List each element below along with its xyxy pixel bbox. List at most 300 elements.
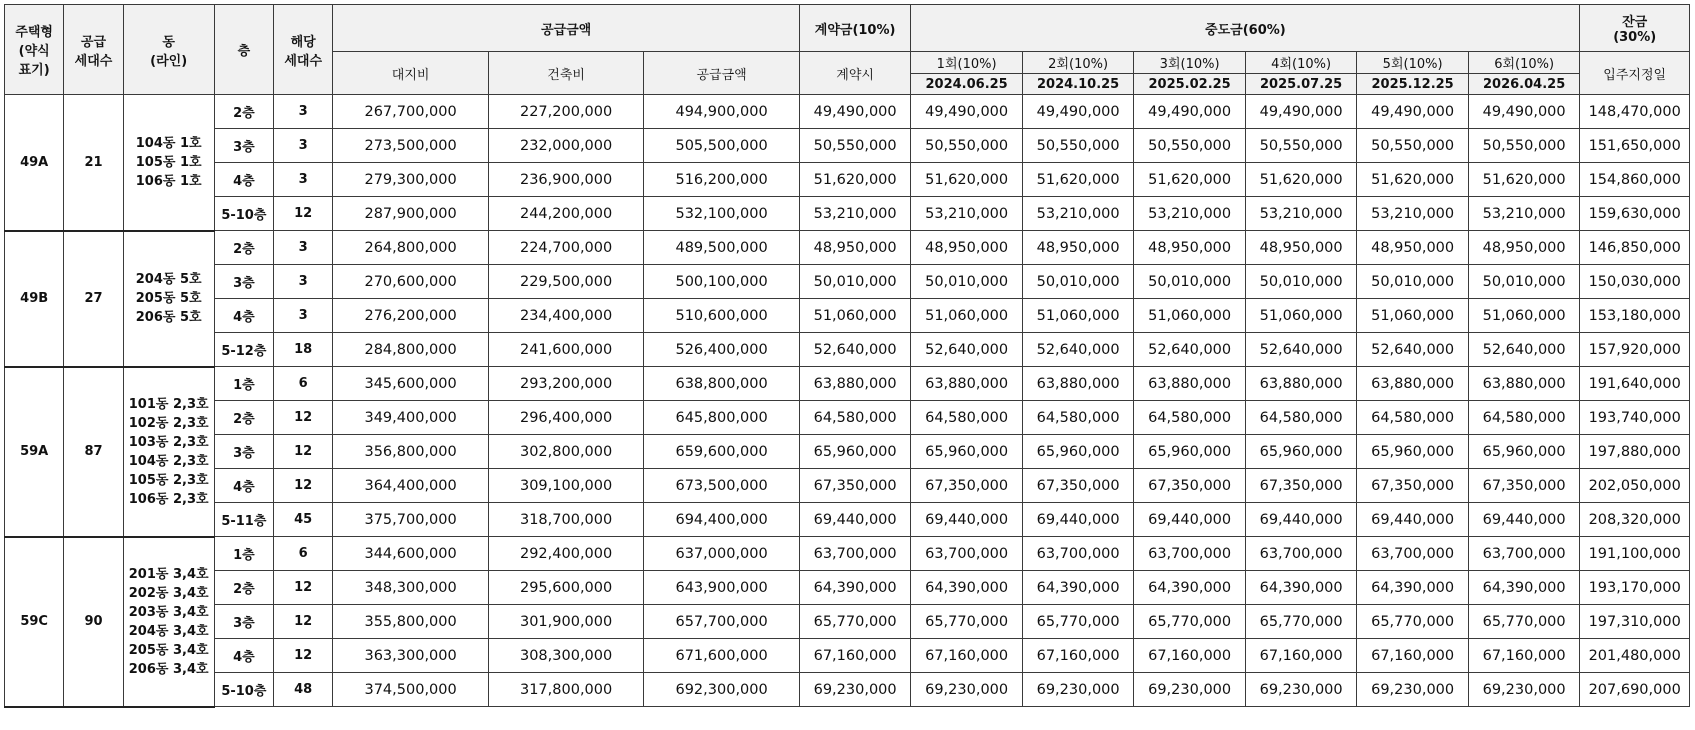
cell-interim-1: 69,440,000 bbox=[911, 503, 1023, 537]
cell-interim-1: 53,210,000 bbox=[911, 197, 1023, 231]
cell-interim-4: 49,490,000 bbox=[1245, 95, 1357, 129]
cell-land: 355,800,000 bbox=[333, 605, 489, 639]
cell-interim-2: 53,210,000 bbox=[1022, 197, 1134, 231]
cell-deposit: 53,210,000 bbox=[799, 197, 911, 231]
cell-interim-3: 52,640,000 bbox=[1134, 333, 1246, 367]
cell-building: 232,000,000 bbox=[488, 129, 644, 163]
cell-interim-3: 53,210,000 bbox=[1134, 197, 1246, 231]
cell-balance: 208,320,000 bbox=[1580, 503, 1690, 537]
cell-interim-1: 69,230,000 bbox=[911, 673, 1023, 707]
dong-line: 203동 3,4호 bbox=[128, 604, 209, 620]
dong-line: 104동 1호 bbox=[135, 135, 202, 151]
cell-interim-3: 69,230,000 bbox=[1134, 673, 1246, 707]
table-row bbox=[5, 367, 1690, 401]
cell-deposit: 64,390,000 bbox=[799, 571, 911, 605]
cell-interim-2: 48,950,000 bbox=[1022, 231, 1134, 265]
cell-interim-4: 52,640,000 bbox=[1245, 333, 1357, 367]
cell-interim-4: 67,350,000 bbox=[1245, 469, 1357, 503]
cell-total: 494,900,000 bbox=[644, 95, 800, 129]
cell-type: 49B bbox=[5, 231, 64, 367]
cell-interim-2: 64,390,000 bbox=[1022, 571, 1134, 605]
cell-dong-lines bbox=[123, 231, 214, 367]
header-land: 대지비 bbox=[333, 52, 489, 95]
cell-deposit: 69,230,000 bbox=[799, 673, 911, 707]
cell-land: 364,400,000 bbox=[333, 469, 489, 503]
cell-interim-3: 51,620,000 bbox=[1134, 163, 1246, 197]
cell-interim-1: 64,390,000 bbox=[911, 571, 1023, 605]
cell-interim-3: 49,490,000 bbox=[1134, 95, 1246, 129]
cell-building: 227,200,000 bbox=[488, 95, 644, 129]
cell-interim-6: 52,640,000 bbox=[1468, 333, 1580, 367]
cell-units: 6 bbox=[274, 537, 333, 571]
cell-interim-5: 65,770,000 bbox=[1357, 605, 1469, 639]
dong-line: 101동 2,3호 bbox=[128, 396, 209, 412]
cell-deposit: 51,620,000 bbox=[799, 163, 911, 197]
cell-land: 348,300,000 bbox=[333, 571, 489, 605]
table-row bbox=[5, 503, 1690, 537]
cell-balance: 150,030,000 bbox=[1580, 265, 1690, 299]
dong-line: 206동 3,4호 bbox=[128, 661, 209, 677]
cell-balance: 151,650,000 bbox=[1580, 129, 1690, 163]
cell-interim-1: 50,550,000 bbox=[911, 129, 1023, 163]
cell-land: 273,500,000 bbox=[333, 129, 489, 163]
cell-units: 6 bbox=[274, 367, 333, 401]
dong-line: 206동 5호 bbox=[135, 310, 202, 325]
cell-floor: 5-10층 bbox=[214, 197, 273, 231]
cell-interim-6: 64,390,000 bbox=[1468, 571, 1580, 605]
header-deposit: 계약금(10%) bbox=[799, 5, 911, 52]
cell-interim-1: 50,010,000 bbox=[911, 265, 1023, 299]
header-interim-round-2: 2회(10%) bbox=[1022, 52, 1134, 74]
cell-interim-6: 65,770,000 bbox=[1468, 605, 1580, 639]
cell-floor: 3층 bbox=[214, 129, 273, 163]
cell-balance: 191,640,000 bbox=[1580, 367, 1690, 401]
dong-line: 204동 3,4호 bbox=[128, 623, 209, 639]
cell-land: 284,800,000 bbox=[333, 333, 489, 367]
cell-balance: 157,920,000 bbox=[1580, 333, 1690, 367]
cell-interim-3: 48,950,000 bbox=[1134, 231, 1246, 265]
cell-floor: 1층 bbox=[214, 367, 273, 401]
cell-interim-3: 50,550,000 bbox=[1134, 129, 1246, 163]
header-type-line: 표기) bbox=[18, 63, 50, 78]
cell-deposit: 51,060,000 bbox=[799, 299, 911, 333]
cell-deposit: 64,580,000 bbox=[799, 401, 911, 435]
cell-floor: 4층 bbox=[214, 299, 273, 333]
header-supply-line: 세대수 bbox=[74, 53, 113, 69]
cell-interim-6: 49,490,000 bbox=[1468, 95, 1580, 129]
cell-interim-2: 65,960,000 bbox=[1022, 435, 1134, 469]
cell-deposit: 48,950,000 bbox=[799, 231, 911, 265]
dong-line: 202동 3,4호 bbox=[128, 585, 209, 601]
header-type-line: (약식 bbox=[18, 44, 50, 59]
cell-balance: 154,860,000 bbox=[1580, 163, 1690, 197]
header-interim-round-5: 5회(10%) bbox=[1357, 52, 1469, 74]
cell-interim-3: 67,350,000 bbox=[1134, 469, 1246, 503]
cell-interim-2: 52,640,000 bbox=[1022, 333, 1134, 367]
header-deposit-sub: 계약시 bbox=[799, 52, 911, 95]
cell-interim-6: 63,880,000 bbox=[1468, 367, 1580, 401]
cell-building: 241,600,000 bbox=[488, 333, 644, 367]
table-row bbox=[5, 265, 1690, 299]
cell-interim-4: 65,960,000 bbox=[1245, 435, 1357, 469]
cell-interim-5: 63,880,000 bbox=[1357, 367, 1469, 401]
cell-total: 638,800,000 bbox=[644, 367, 800, 401]
cell-interim-6: 69,440,000 bbox=[1468, 503, 1580, 537]
header-dong-line: 동 bbox=[162, 34, 175, 50]
table-row bbox=[5, 673, 1690, 707]
cell-interim-2: 51,620,000 bbox=[1022, 163, 1134, 197]
cell-interim-4: 69,230,000 bbox=[1245, 673, 1357, 707]
cell-balance: 193,170,000 bbox=[1580, 571, 1690, 605]
cell-deposit: 63,700,000 bbox=[799, 537, 911, 571]
cell-interim-1: 64,580,000 bbox=[911, 401, 1023, 435]
header-type-line: 주택형 bbox=[15, 25, 53, 40]
cell-interim-2: 67,350,000 bbox=[1022, 469, 1134, 503]
cell-balance: 202,050,000 bbox=[1580, 469, 1690, 503]
cell-building: 229,500,000 bbox=[488, 265, 644, 299]
cell-interim-5: 69,440,000 bbox=[1357, 503, 1469, 537]
cell-land: 287,900,000 bbox=[333, 197, 489, 231]
cell-type: 59C bbox=[5, 537, 64, 707]
cell-total: 659,600,000 bbox=[644, 435, 800, 469]
table-row bbox=[5, 333, 1690, 367]
cell-floor: 3층 bbox=[214, 435, 273, 469]
cell-interim-2: 63,700,000 bbox=[1022, 537, 1134, 571]
cell-total: 692,300,000 bbox=[644, 673, 800, 707]
cell-total: 532,100,000 bbox=[644, 197, 800, 231]
cell-balance: 146,850,000 bbox=[1580, 231, 1690, 265]
cell-interim-4: 65,770,000 bbox=[1245, 605, 1357, 639]
header-interim-date-6: 2026.04.25 bbox=[1468, 74, 1580, 95]
cell-units: 3 bbox=[274, 265, 333, 299]
cell-interim-3: 69,440,000 bbox=[1134, 503, 1246, 537]
dong-line: 103동 2,3호 bbox=[128, 434, 209, 450]
cell-interim-3: 67,160,000 bbox=[1134, 639, 1246, 673]
cell-balance: 159,630,000 bbox=[1580, 197, 1690, 231]
cell-interim-1: 67,350,000 bbox=[911, 469, 1023, 503]
table-row bbox=[5, 163, 1690, 197]
cell-dong-lines bbox=[123, 95, 214, 231]
cell-building: 292,400,000 bbox=[488, 537, 644, 571]
cell-land: 344,600,000 bbox=[333, 537, 489, 571]
cell-interim-3: 64,580,000 bbox=[1134, 401, 1246, 435]
cell-dong-lines bbox=[123, 537, 214, 707]
cell-supply-count: 27 bbox=[64, 231, 123, 367]
cell-interim-6: 63,700,000 bbox=[1468, 537, 1580, 571]
cell-building: 234,400,000 bbox=[488, 299, 644, 333]
cell-interim-4: 51,060,000 bbox=[1245, 299, 1357, 333]
cell-deposit: 69,440,000 bbox=[799, 503, 911, 537]
table-row bbox=[5, 197, 1690, 231]
cell-balance: 201,480,000 bbox=[1580, 639, 1690, 673]
cell-floor: 5-11층 bbox=[214, 503, 273, 537]
header-dong bbox=[123, 5, 214, 95]
cell-interim-1: 51,060,000 bbox=[911, 299, 1023, 333]
cell-building: 309,100,000 bbox=[488, 469, 644, 503]
cell-interim-2: 65,770,000 bbox=[1022, 605, 1134, 639]
cell-balance: 148,470,000 bbox=[1580, 95, 1690, 129]
cell-building: 301,900,000 bbox=[488, 605, 644, 639]
header-dong-line: (라인) bbox=[150, 53, 188, 69]
cell-interim-1: 67,160,000 bbox=[911, 639, 1023, 673]
cell-supply-count: 90 bbox=[64, 537, 123, 707]
cell-interim-5: 53,210,000 bbox=[1357, 197, 1469, 231]
cell-interim-1: 49,490,000 bbox=[911, 95, 1023, 129]
cell-land: 374,500,000 bbox=[333, 673, 489, 707]
cell-balance: 207,690,000 bbox=[1580, 673, 1690, 707]
cell-interim-1: 48,950,000 bbox=[911, 231, 1023, 265]
table-header bbox=[5, 5, 1690, 95]
cell-total: 526,400,000 bbox=[644, 333, 800, 367]
header-floor: 층 bbox=[214, 5, 273, 95]
cell-floor: 2층 bbox=[214, 571, 273, 605]
cell-interim-6: 64,580,000 bbox=[1468, 401, 1580, 435]
cell-interim-5: 48,950,000 bbox=[1357, 231, 1469, 265]
cell-balance: 197,880,000 bbox=[1580, 435, 1690, 469]
cell-interim-4: 67,160,000 bbox=[1245, 639, 1357, 673]
dong-line: 106동 1호 bbox=[135, 173, 202, 189]
cell-units: 12 bbox=[274, 435, 333, 469]
header-units-line: 해당 bbox=[290, 34, 316, 50]
header-balance-sub: 입주지정일 bbox=[1580, 52, 1690, 95]
cell-floor: 4층 bbox=[214, 163, 273, 197]
cell-interim-5: 63,700,000 bbox=[1357, 537, 1469, 571]
cell-deposit: 67,160,000 bbox=[799, 639, 911, 673]
header-interim-date-5: 2025.12.25 bbox=[1357, 74, 1469, 95]
cell-interim-4: 51,620,000 bbox=[1245, 163, 1357, 197]
cell-balance: 193,740,000 bbox=[1580, 401, 1690, 435]
cell-land: 356,800,000 bbox=[333, 435, 489, 469]
cell-interim-4: 64,580,000 bbox=[1245, 401, 1357, 435]
cell-interim-2: 50,010,000 bbox=[1022, 265, 1134, 299]
cell-units: 12 bbox=[274, 197, 333, 231]
cell-interim-1: 51,620,000 bbox=[911, 163, 1023, 197]
table-body bbox=[5, 95, 1690, 707]
cell-land: 363,300,000 bbox=[333, 639, 489, 673]
cell-deposit: 65,770,000 bbox=[799, 605, 911, 639]
table-row bbox=[5, 231, 1690, 265]
cell-interim-4: 64,390,000 bbox=[1245, 571, 1357, 605]
cell-deposit: 49,490,000 bbox=[799, 95, 911, 129]
table-row bbox=[5, 95, 1690, 129]
header-balance-line: 잔금 bbox=[1622, 15, 1648, 30]
header-type bbox=[5, 5, 64, 95]
table-row bbox=[5, 129, 1690, 163]
dong-line: 102동 2,3호 bbox=[128, 415, 209, 431]
cell-units: 3 bbox=[274, 95, 333, 129]
cell-total: 671,600,000 bbox=[644, 639, 800, 673]
cell-units: 3 bbox=[274, 231, 333, 265]
cell-land: 345,600,000 bbox=[333, 367, 489, 401]
cell-land: 279,300,000 bbox=[333, 163, 489, 197]
header-interim-round-1: 1회(10%) bbox=[911, 52, 1023, 74]
cell-interim-1: 65,770,000 bbox=[911, 605, 1023, 639]
cell-floor: 3층 bbox=[214, 265, 273, 299]
cell-building: 302,800,000 bbox=[488, 435, 644, 469]
cell-interim-5: 64,580,000 bbox=[1357, 401, 1469, 435]
table-row bbox=[5, 571, 1690, 605]
cell-interim-5: 69,230,000 bbox=[1357, 673, 1469, 707]
cell-interim-6: 48,950,000 bbox=[1468, 231, 1580, 265]
cell-interim-5: 51,060,000 bbox=[1357, 299, 1469, 333]
cell-floor: 4층 bbox=[214, 639, 273, 673]
table-row bbox=[5, 435, 1690, 469]
cell-floor: 1층 bbox=[214, 537, 273, 571]
cell-interim-2: 63,880,000 bbox=[1022, 367, 1134, 401]
cell-land: 264,800,000 bbox=[333, 231, 489, 265]
cell-units: 12 bbox=[274, 639, 333, 673]
cell-units: 12 bbox=[274, 571, 333, 605]
dong-line: 201동 3,4호 bbox=[128, 566, 209, 582]
dong-line: 104동 2,3호 bbox=[128, 453, 209, 469]
cell-interim-5: 50,550,000 bbox=[1357, 129, 1469, 163]
header-interim-round-4: 4회(10%) bbox=[1245, 52, 1357, 74]
header-interim-date-4: 2025.07.25 bbox=[1245, 74, 1357, 95]
header-interim: 중도금(60%) bbox=[911, 5, 1580, 52]
cell-dong-lines bbox=[123, 367, 214, 537]
cell-floor: 5-12층 bbox=[214, 333, 273, 367]
cell-supply-count: 21 bbox=[64, 95, 123, 231]
cell-building: 295,600,000 bbox=[488, 571, 644, 605]
cell-building: 296,400,000 bbox=[488, 401, 644, 435]
cell-interim-5: 64,390,000 bbox=[1357, 571, 1469, 605]
cell-units: 12 bbox=[274, 401, 333, 435]
cell-total: 637,000,000 bbox=[644, 537, 800, 571]
cell-interim-1: 63,700,000 bbox=[911, 537, 1023, 571]
cell-interim-6: 69,230,000 bbox=[1468, 673, 1580, 707]
cell-deposit: 50,550,000 bbox=[799, 129, 911, 163]
cell-total: 657,700,000 bbox=[644, 605, 800, 639]
cell-units: 3 bbox=[274, 299, 333, 333]
cell-land: 276,200,000 bbox=[333, 299, 489, 333]
table-row bbox=[5, 401, 1690, 435]
cell-building: 236,900,000 bbox=[488, 163, 644, 197]
cell-land: 270,600,000 bbox=[333, 265, 489, 299]
cell-building: 317,800,000 bbox=[488, 673, 644, 707]
cell-interim-2: 49,490,000 bbox=[1022, 95, 1134, 129]
cell-interim-4: 63,700,000 bbox=[1245, 537, 1357, 571]
cell-land: 267,700,000 bbox=[333, 95, 489, 129]
cell-interim-6: 51,620,000 bbox=[1468, 163, 1580, 197]
cell-units: 48 bbox=[274, 673, 333, 707]
cell-interim-6: 50,550,000 bbox=[1468, 129, 1580, 163]
dong-line: 205동 3,4호 bbox=[128, 642, 209, 658]
cell-units: 45 bbox=[274, 503, 333, 537]
cell-interim-1: 63,880,000 bbox=[911, 367, 1023, 401]
cell-floor: 2층 bbox=[214, 401, 273, 435]
cell-deposit: 52,640,000 bbox=[799, 333, 911, 367]
cell-interim-4: 69,440,000 bbox=[1245, 503, 1357, 537]
cell-interim-4: 50,010,000 bbox=[1245, 265, 1357, 299]
cell-units: 3 bbox=[274, 163, 333, 197]
cell-deposit: 50,010,000 bbox=[799, 265, 911, 299]
cell-deposit: 65,960,000 bbox=[799, 435, 911, 469]
cell-total: 643,900,000 bbox=[644, 571, 800, 605]
cell-building: 318,700,000 bbox=[488, 503, 644, 537]
cell-land: 349,400,000 bbox=[333, 401, 489, 435]
header-balance bbox=[1580, 5, 1690, 52]
header-building: 건축비 bbox=[488, 52, 644, 95]
table-row bbox=[5, 639, 1690, 673]
cell-balance: 197,310,000 bbox=[1580, 605, 1690, 639]
cell-interim-2: 64,580,000 bbox=[1022, 401, 1134, 435]
header-units bbox=[274, 5, 333, 95]
dong-line: 204동 5호 bbox=[135, 272, 202, 287]
cell-building: 224,700,000 bbox=[488, 231, 644, 265]
cell-type: 49A bbox=[5, 95, 64, 231]
header-interim-date-1: 2024.06.25 bbox=[911, 74, 1023, 95]
cell-type: 59A bbox=[5, 367, 64, 537]
cell-interim-3: 63,880,000 bbox=[1134, 367, 1246, 401]
cell-interim-4: 50,550,000 bbox=[1245, 129, 1357, 163]
cell-interim-3: 50,010,000 bbox=[1134, 265, 1246, 299]
cell-units: 18 bbox=[274, 333, 333, 367]
cell-interim-4: 53,210,000 bbox=[1245, 197, 1357, 231]
header-balance-line: (30%) bbox=[1613, 30, 1657, 45]
cell-interim-5: 52,640,000 bbox=[1357, 333, 1469, 367]
cell-units: 12 bbox=[274, 605, 333, 639]
dong-line: 106동 2,3호 bbox=[128, 491, 209, 507]
cell-interim-2: 50,550,000 bbox=[1022, 129, 1134, 163]
cell-total: 694,400,000 bbox=[644, 503, 800, 537]
cell-interim-5: 50,010,000 bbox=[1357, 265, 1469, 299]
cell-interim-6: 50,010,000 bbox=[1468, 265, 1580, 299]
cell-units: 12 bbox=[274, 469, 333, 503]
table-row bbox=[5, 299, 1690, 333]
cell-balance: 191,100,000 bbox=[1580, 537, 1690, 571]
cell-floor: 4층 bbox=[214, 469, 273, 503]
cell-interim-6: 51,060,000 bbox=[1468, 299, 1580, 333]
cell-floor: 2층 bbox=[214, 95, 273, 129]
table-row bbox=[5, 605, 1690, 639]
header-interim-round-6: 6회(10%) bbox=[1468, 52, 1580, 74]
cell-land: 375,700,000 bbox=[333, 503, 489, 537]
header-supply-amount: 공급금액 bbox=[333, 5, 800, 52]
cell-interim-1: 65,960,000 bbox=[911, 435, 1023, 469]
header-supply bbox=[64, 5, 123, 95]
cell-total: 489,500,000 bbox=[644, 231, 800, 265]
cell-total: 500,100,000 bbox=[644, 265, 800, 299]
header-supply-line: 공급 bbox=[80, 34, 107, 50]
cell-interim-6: 67,160,000 bbox=[1468, 639, 1580, 673]
cell-interim-2: 69,230,000 bbox=[1022, 673, 1134, 707]
cell-interim-3: 63,700,000 bbox=[1134, 537, 1246, 571]
header-interim-round-3: 3회(10%) bbox=[1134, 52, 1246, 74]
cell-interim-3: 65,770,000 bbox=[1134, 605, 1246, 639]
cell-total: 645,800,000 bbox=[644, 401, 800, 435]
cell-total: 505,500,000 bbox=[644, 129, 800, 163]
header-total: 공급금액 bbox=[644, 52, 800, 95]
cell-interim-5: 67,350,000 bbox=[1357, 469, 1469, 503]
cell-interim-2: 67,160,000 bbox=[1022, 639, 1134, 673]
cell-interim-1: 52,640,000 bbox=[911, 333, 1023, 367]
cell-supply-count: 87 bbox=[64, 367, 123, 537]
cell-interim-5: 65,960,000 bbox=[1357, 435, 1469, 469]
header-interim-date-3: 2025.02.25 bbox=[1134, 74, 1246, 95]
cell-interim-4: 48,950,000 bbox=[1245, 231, 1357, 265]
cell-floor: 3층 bbox=[214, 605, 273, 639]
cell-interim-5: 67,160,000 bbox=[1357, 639, 1469, 673]
cell-total: 516,200,000 bbox=[644, 163, 800, 197]
dong-line: 105동 2,3호 bbox=[128, 472, 209, 488]
table-row bbox=[5, 469, 1690, 503]
cell-building: 293,200,000 bbox=[488, 367, 644, 401]
header-units-line: 세대수 bbox=[284, 53, 323, 69]
cell-interim-5: 49,490,000 bbox=[1357, 95, 1469, 129]
cell-interim-3: 65,960,000 bbox=[1134, 435, 1246, 469]
cell-floor: 2층 bbox=[214, 231, 273, 265]
cell-building: 308,300,000 bbox=[488, 639, 644, 673]
